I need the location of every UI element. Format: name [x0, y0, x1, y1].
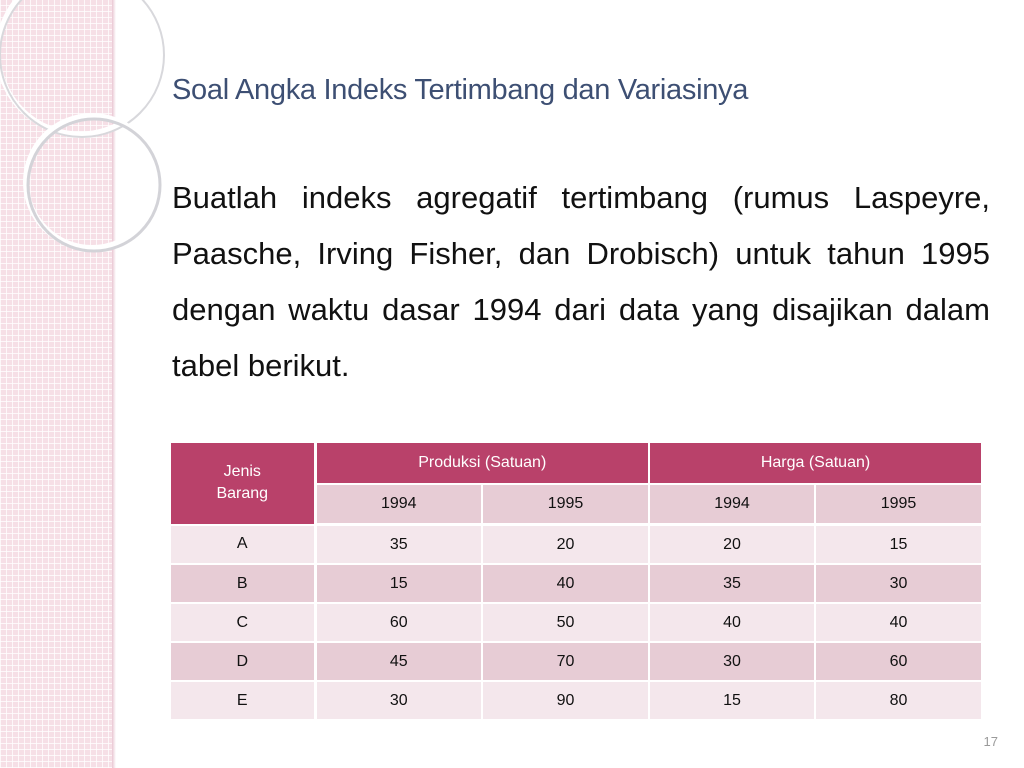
table-row: [171, 681, 982, 720]
ring-small-shadow: [28, 119, 160, 251]
cell-value: 15: [815, 525, 982, 565]
cell-value: 30: [649, 642, 815, 681]
cell-value: 70: [482, 642, 649, 681]
cell-value: 30: [315, 681, 482, 720]
cell-value: 60: [315, 603, 482, 642]
cell-value: 30: [815, 564, 982, 603]
year-header: 1995: [482, 484, 649, 525]
cell-item: E: [171, 681, 315, 720]
cell-value: 20: [482, 525, 649, 565]
cell-value: 35: [649, 564, 815, 603]
decorative-rings: [0, 0, 200, 260]
table-row: [171, 642, 982, 681]
cell-value: 15: [649, 681, 815, 720]
header-item-label: Jenis Barang: [216, 463, 269, 503]
cell-value: 35: [315, 525, 482, 565]
table-row: [171, 525, 982, 565]
cell-value: 60: [815, 642, 982, 681]
cell-value: 50: [482, 603, 649, 642]
cell-item: A: [171, 525, 315, 565]
cell-item: D: [171, 642, 315, 681]
table-row: [171, 564, 982, 603]
year-header: 1995: [815, 484, 982, 525]
cell-value: 20: [649, 525, 815, 565]
cell-value: 40: [482, 564, 649, 603]
page-number: 17: [983, 734, 998, 749]
cell-value: 90: [482, 681, 649, 720]
table-header-row: [171, 443, 982, 484]
cell-item: C: [171, 603, 315, 642]
cell-item: B: [171, 564, 315, 603]
table-row: [171, 603, 982, 642]
slide-title: Soal Angka Indeks Tertimbang dan Variasinya: [172, 74, 749, 106]
cell-value: 15: [315, 564, 482, 603]
cell-value: 40: [815, 603, 982, 642]
header-production: Produksi (Satuan): [315, 443, 649, 484]
year-header: 1994: [315, 484, 482, 525]
body-paragraph: Buatlah indeks agregatif tertimbang (rumus Laspeyre, Paasche, Irving Fisher, dan Drobisch) untuk tahun 1995 dengan waktu dasar 1994 dari data yang disajikan dalam tabel berikut.: [172, 180, 990, 383]
cell-value: 40: [649, 603, 815, 642]
header-price: Harga (Satuan): [649, 443, 982, 484]
header-item: [171, 443, 315, 525]
data-table: [171, 443, 983, 721]
cell-value: 45: [315, 642, 482, 681]
year-header: 1994: [649, 484, 815, 525]
cell-value: 80: [815, 681, 982, 720]
